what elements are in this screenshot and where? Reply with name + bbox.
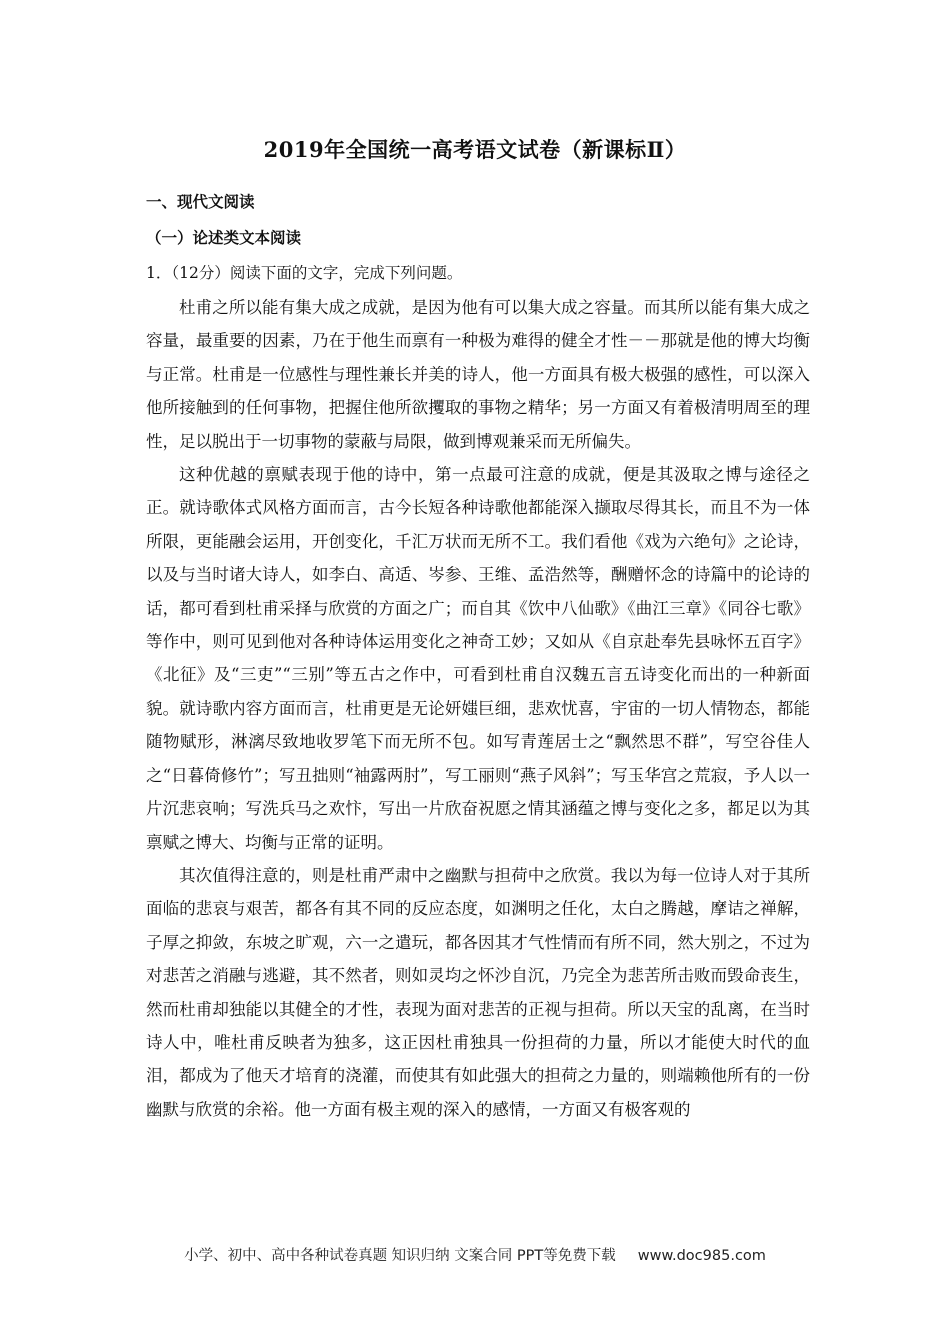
reading-passage [146,291,810,1126]
section-heading-argumentative-reading: （一）论述类文本阅读 [146,228,302,247]
passage-paragraph: 其次值得注意的，则是杜甫严肃中之幽默与担荷中之欣赏。我以为每一位诗人对于其所面临的悲哀与艰苦，都各有其不同的反应态度，如渊明之任化，太白之腾越，摩诘之禅解，子厚之抑敛，东坡之旷观，六一之遣玩，都各因其才气性情而有所不同，然大别之，不过为对悲苦之消融与逃避，其不然者，则如灵均之怀沙自沉，乃完全为悲苦所击败而毁命丧生，然而杜甫却独能以其健全的才性，表现为面对悲苦的正视与担荷。所以天宝的乱离，在当时诗人中，唯杜甫反映者为独多，这正因杜甫独具一份担荷的力量，所以才能使大时代的血泪，都成为了他天才培育的浇灌，而使其有如此强大的担荷之力量的，则端赖他所有的一份幽默与欣赏的余裕。他一方面有极主观的深入的感情，一方面又有极客观的 [146,865,810,1119]
passage-paragraph: 这种优越的禀赋表现于他的诗中，第一点最可注意的成就，便是其汲取之博与途径之正。就诗歌体式风格方面而言，古今长短各种诗歌他都能深入撷取尽得其长，而且不为一体所限，更能融会运用，开创变化，千汇万状而无所不工。我们看他《戏为六绝句》之论诗，以及与当时诸大诗人，如李白、高适、岑参、王维、孟浩然等，酬赠怀念的诗篇中的论诗的话，都可看到杜甫采择与欣赏的方面之广；而自其《饮中八仙歌》《曲江三章》《同谷七歌》等作中，则可见到他对各种诗体运用变化之神奇工妙；又如从《自京赴奉先县咏怀五百字》《北征》及“三吏”“三别”等五古之作中，可看到杜甫自汉魏五言五诗变化而出的一种新面貌。就诗歌内容方面而言，杜甫更是无论妍媸巨细，悲欢忧喜，宇宙的一切人情物态，都能随物赋形，淋漓尽致地收罗笔下而无所不包。如写青莲居士之“飘然思不群”，写空谷佳人之“日暮倚修竹”；写丑拙则“袖露两肘”，写工丽则“燕子风斜”；写玉华宫之荒寂，予人以一片沉悲哀响；写洗兵马之欢忭，写出一片欣奋祝愿之情其涵蕴之博与变化之多，都足以为其禀赋之博大、均衡与正常的证明。 [146,465,810,852]
passage-paragraph: 杜甫之所以能有集大成之成就，是因为他有可以集大成之容量。而其所以能有集大成之容量，最重要的因素，乃在于他生而禀有一种极为难得的健全才性－－那就是他的博大均衡与正常。杜甫是一位感性与理性兼长并美的诗人，他一方面具有极大极强的感性，可以深入他所接触到的任何事物，把握住他所欲攫取的事物之精华；另一方面又有着极清明周至的理性，足以脱出于一切事物的蒙蔽与局限，做到博观兼采而无所偏失。 [146,298,810,451]
footer-site-link[interactable]: www.doc985.com [637,1248,766,1264]
page-title: 2019年全国统一高考语文试卷（新课标Ⅱ） [263,137,687,162]
question-1-prompt: 1．（12分）阅读下面的文字，完成下列问题。 [146,264,463,282]
page-footer [0,1244,950,1265]
section-heading-modern-reading: 一、现代文阅读 [146,192,255,211]
footer-text: 小学、初中、高中各种试卷真题 知识归纳 文案合同 PPT等免费下载 [184,1248,616,1264]
